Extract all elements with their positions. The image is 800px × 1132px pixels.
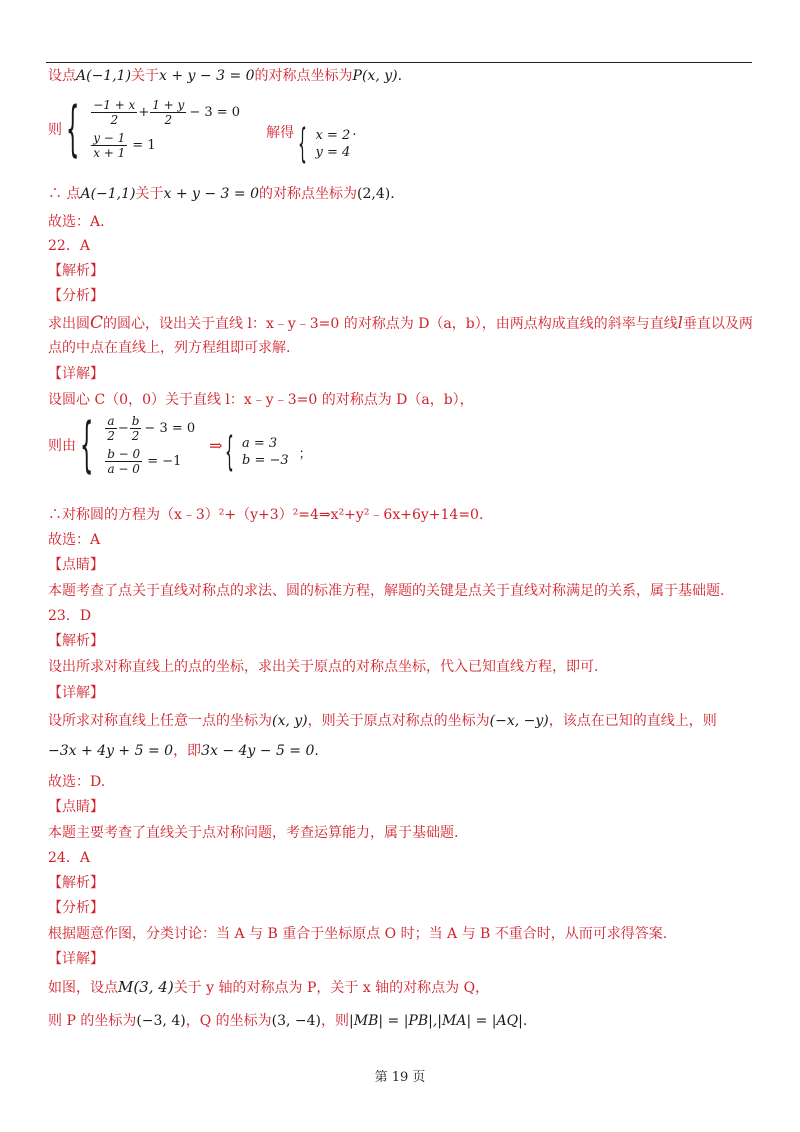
- section-heading: 【解析】: [48, 875, 104, 891]
- comment-text: 本题考查了点关于直线对称点的求法、圆的标准方程，解题的关键是点关于直线对称满足的关系，属于基础题.: [48, 583, 725, 599]
- section-heading: 【解析】: [48, 263, 104, 279]
- section-heading: 【解析】: [48, 633, 104, 649]
- question-number: 24．A: [48, 850, 90, 866]
- section-heading: 【点睛】: [48, 799, 104, 815]
- left-brace: {: [80, 410, 94, 480]
- detail-text: 设圆心 C（0，0）关于直线 l：x﹣y﹣3=0 的对称点为 D（a，b），: [48, 392, 474, 408]
- detail-text: 设所求对称直线上任意一点的坐标为(x, y)，则关于原点对称点的坐标为(−x, −y)，该点在已知的直线上，则: [48, 713, 717, 729]
- section-heading: 【分析】: [48, 900, 104, 916]
- analysis-text: 根据题意作图，分类讨论：当 A 与 B 重合于坐标原点 O 时；当 A 与 B 不重合时，从而可求得答案.: [48, 926, 668, 942]
- section-heading: 【详解】: [48, 951, 104, 967]
- section-heading: 【详解】: [48, 366, 104, 382]
- comment-text: 本题主要考查了直线关于点对称问题，考查运算能力，属于基础题.: [48, 825, 459, 841]
- section-heading: 【点睛】: [48, 557, 104, 573]
- line-conclusion: ∴ 点A(−1,1)关于x + y − 3 = 0的对称点坐标为(2,4).: [48, 186, 395, 202]
- section-heading: 【分析】: [48, 288, 104, 304]
- detail-text: 如图，设点M(3, 4)关于 y 轴的对称点为 P，关于 x 轴的对称点为 Q，: [48, 978, 490, 996]
- equation-system-1: 则 { $\frac{-1 + x}{2}$ + $\frac{1 + y}{2}$ − 3 = 0 $\frac{y - 1}{x + 1}$ = 1 解得 { x = 2 y = 4 .: [48, 94, 357, 167]
- question-number: 22．A: [48, 238, 90, 254]
- top-rule: [46, 62, 752, 63]
- answer-line: 故选：D.: [48, 774, 106, 790]
- analysis-text: 设出所求对称直线上的点的坐标，求出关于原点的对称点坐标，代入已知直线方程，即可.: [48, 659, 599, 675]
- left-brace: {: [224, 429, 234, 475]
- line-setup: 设点A(−1,1)关于x + y − 3 = 0的对称点坐标为P(x, y).: [48, 68, 403, 84]
- analysis-text: 求出圆C的圆心，设出关于直线 l：x﹣y﹣3=0 的对称点为 D（a，b），由两点构成直线的斜率与直线l垂直以及两: [48, 313, 753, 333]
- detail-text: 则 P 的坐标为(−3, 4)，Q 的坐标为(3, −4)，则|MB| = |PB|,|MA| = |AQ|.: [48, 1013, 528, 1029]
- detail-text: −3x + 4y + 5 = 0，即3x − 4y − 5 = 0.: [48, 743, 319, 759]
- equation-system-2: 则由 { $\frac{a}{2}$ − $\frac{b}{2}$ − 3 = 0 $\frac{b - 0}{a - 0}$ = −1 ⇒ { a = 3 b = −3 ；: [48, 410, 312, 480]
- answer-line: 故选：A: [48, 532, 101, 548]
- left-brace: {: [66, 94, 80, 164]
- section-heading: 【详解】: [48, 685, 104, 701]
- answer-line: 故选：A.: [48, 214, 105, 230]
- question-number: 23．D: [48, 608, 92, 624]
- left-brace: {: [298, 121, 307, 167]
- page-number: 第 19 页: [374, 1070, 426, 1085]
- circle-equation: ∴对称圆的方程为（x﹣3）²+（y+3）²=4⇒x²+y²﹣6x+6y+14=0.: [48, 507, 484, 523]
- analysis-text: 点的中点在直线上，列方程组即可求解.: [48, 340, 291, 356]
